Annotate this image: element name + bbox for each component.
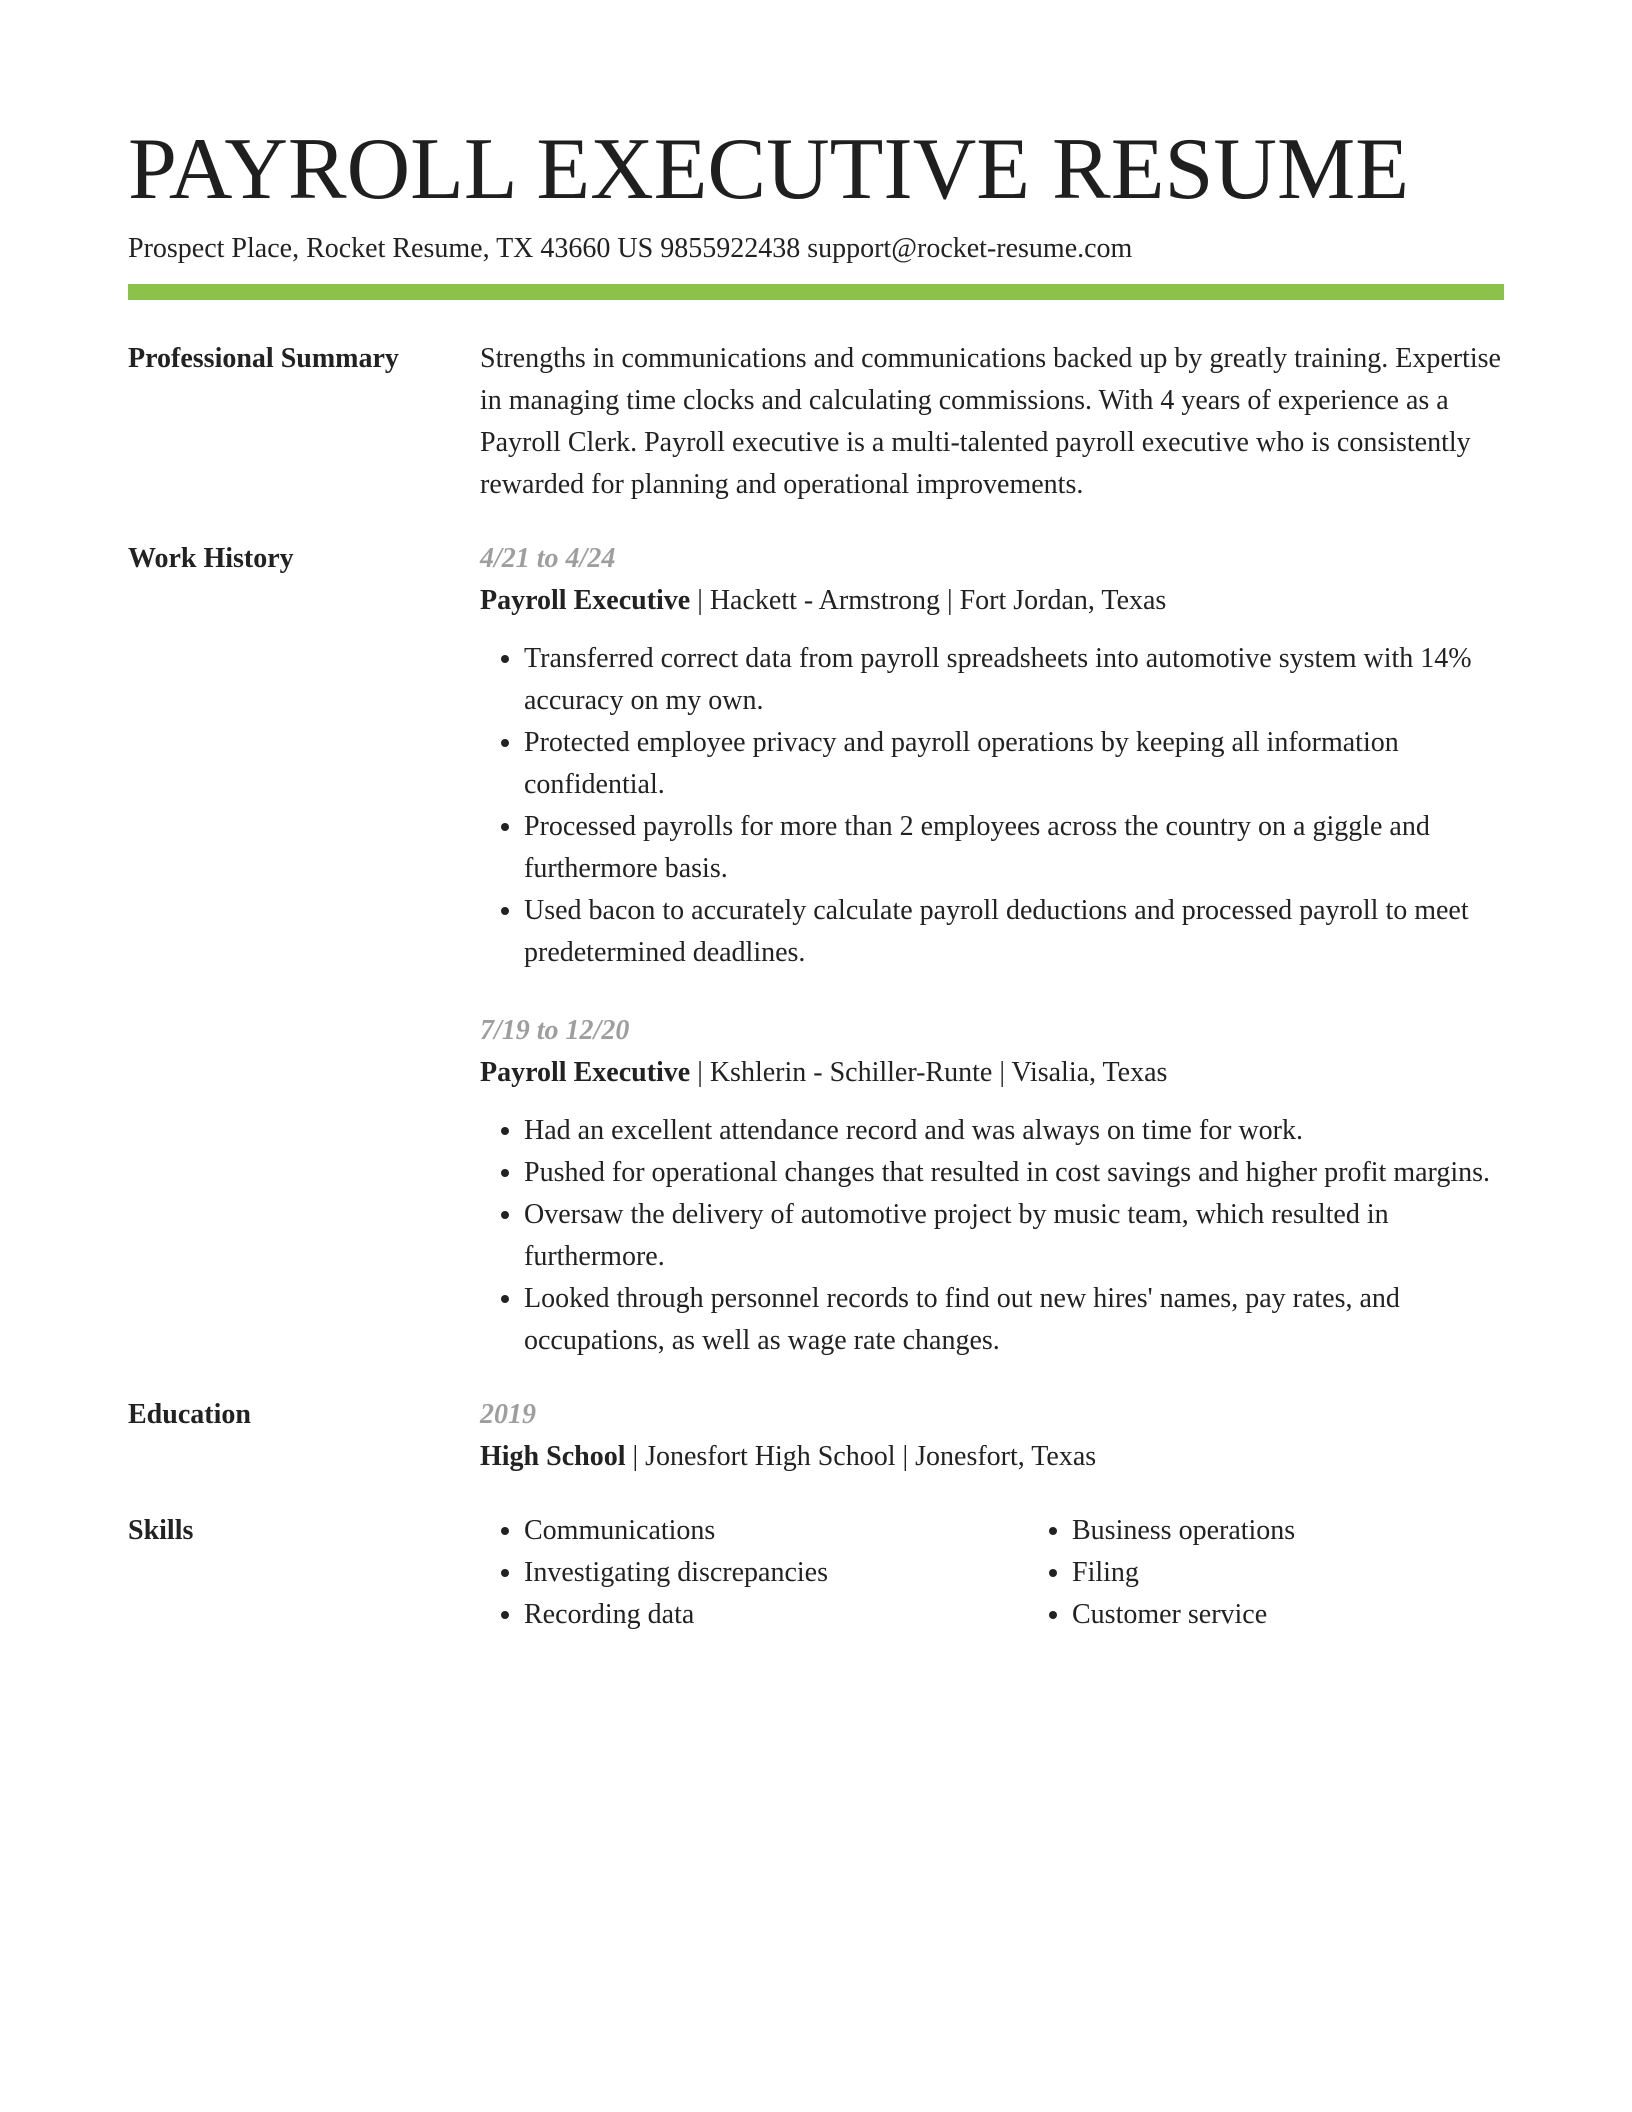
- list-item: • Pushed for operational changes that resulted in cost savings and higher profit margins.: [524, 1152, 1504, 1194]
- section-label-work-history: Work History: [128, 543, 294, 574]
- education-line: [480, 1436, 1504, 1478]
- list-item: • Used bacon to accurately calculate payroll deductions and processed payroll to meet predetermined deadlines.: [524, 890, 1504, 974]
- skills-body: [480, 1510, 1576, 1636]
- list-item: • Processed payrolls for more than 2 employees across the country on a giggle and furthermore basis.: [524, 806, 1504, 890]
- skill-item: • Business operations: [1072, 1510, 1576, 1552]
- work-history-body: [480, 538, 1504, 1362]
- skills-grid: [480, 1510, 1576, 1636]
- education-details: | Jonesfort High School | Jonesfort, Texas: [625, 1441, 1097, 1472]
- list-item: • Oversaw the delivery of automotive project by music team, which resulted in furthermore.: [524, 1194, 1504, 1278]
- skill-item: • Customer service: [1072, 1594, 1576, 1636]
- skills-section: [128, 1510, 1504, 1636]
- section-label-education: Education: [128, 1399, 251, 1430]
- resume-title: PAYROLL EXECUTIVE RESUME: [128, 121, 1409, 218]
- job-bullets: [480, 1110, 1504, 1362]
- skill-item: • Communications: [524, 1510, 1028, 1552]
- job-title: Payroll Executive: [480, 585, 691, 616]
- section-label-skills: Skills: [128, 1515, 194, 1546]
- contact-phone: 9855922438: [660, 233, 801, 264]
- skill-item: • Recording data: [524, 1594, 1028, 1636]
- skills-list-left: [480, 1510, 1028, 1636]
- education-section: [128, 1394, 1504, 1478]
- summary-section: [128, 338, 1504, 506]
- summary-body: [480, 338, 1504, 506]
- job-dates: 7/19 to 12/20: [480, 1015, 630, 1046]
- list-item: • Protected employee privacy and payroll operations by keeping all information confidential.: [524, 722, 1504, 806]
- resume-page: [128, 118, 1504, 1636]
- list-item: • Had an excellent attendance record and was always on time for work.: [524, 1110, 1504, 1152]
- job-bullets: [480, 638, 1504, 974]
- list-item: • Looked through personnel records to find out new hires' names, pay rates, and occupations, as well as wage rate changes.: [524, 1278, 1504, 1362]
- section-label-summary: Professional Summary: [128, 343, 399, 374]
- education-body: [480, 1394, 1504, 1478]
- contact-line: [128, 232, 1504, 266]
- skill-item: • Filing: [1072, 1552, 1576, 1594]
- list-item: • Transferred correct data from payroll spreadsheets into automotive system with 14% accuracy on my own.: [524, 638, 1504, 722]
- job-dates: 4/21 to 4/24: [480, 543, 616, 574]
- job-details: | Hackett - Armstrong | Fort Jordan, Texas: [690, 585, 1167, 616]
- contact-address: Prospect Place, Rocket Resume, TX 43660 US: [128, 233, 654, 264]
- job-role-line: [480, 580, 1504, 622]
- work-history-section: [128, 538, 1504, 1362]
- skill-item: • Investigating discrepancies: [524, 1552, 1028, 1594]
- job-role-line: [480, 1052, 1504, 1094]
- job-entry: [480, 538, 1504, 974]
- job-entry: [480, 1010, 1504, 1362]
- education-year: 2019: [480, 1399, 536, 1430]
- education-degree: High School: [480, 1441, 626, 1472]
- contact-email: support@rocket-resume.com: [807, 233, 1133, 264]
- skills-list-right: [1028, 1510, 1576, 1636]
- header-divider: [128, 284, 1504, 300]
- job-title: Payroll Executive: [480, 1057, 691, 1088]
- job-details: | Kshlerin - Schiller-Runte | Visalia, Texas: [690, 1057, 1168, 1088]
- summary-text: Strengths in communications and communications backed up by greatly training. Expertise in managing time clocks and calculating commissions. With 4 years of experience as a Payroll Clerk. Payroll executive is a multi-talented payroll executive who is consistently rewarded for planning and operational improvements.: [480, 343, 1501, 500]
